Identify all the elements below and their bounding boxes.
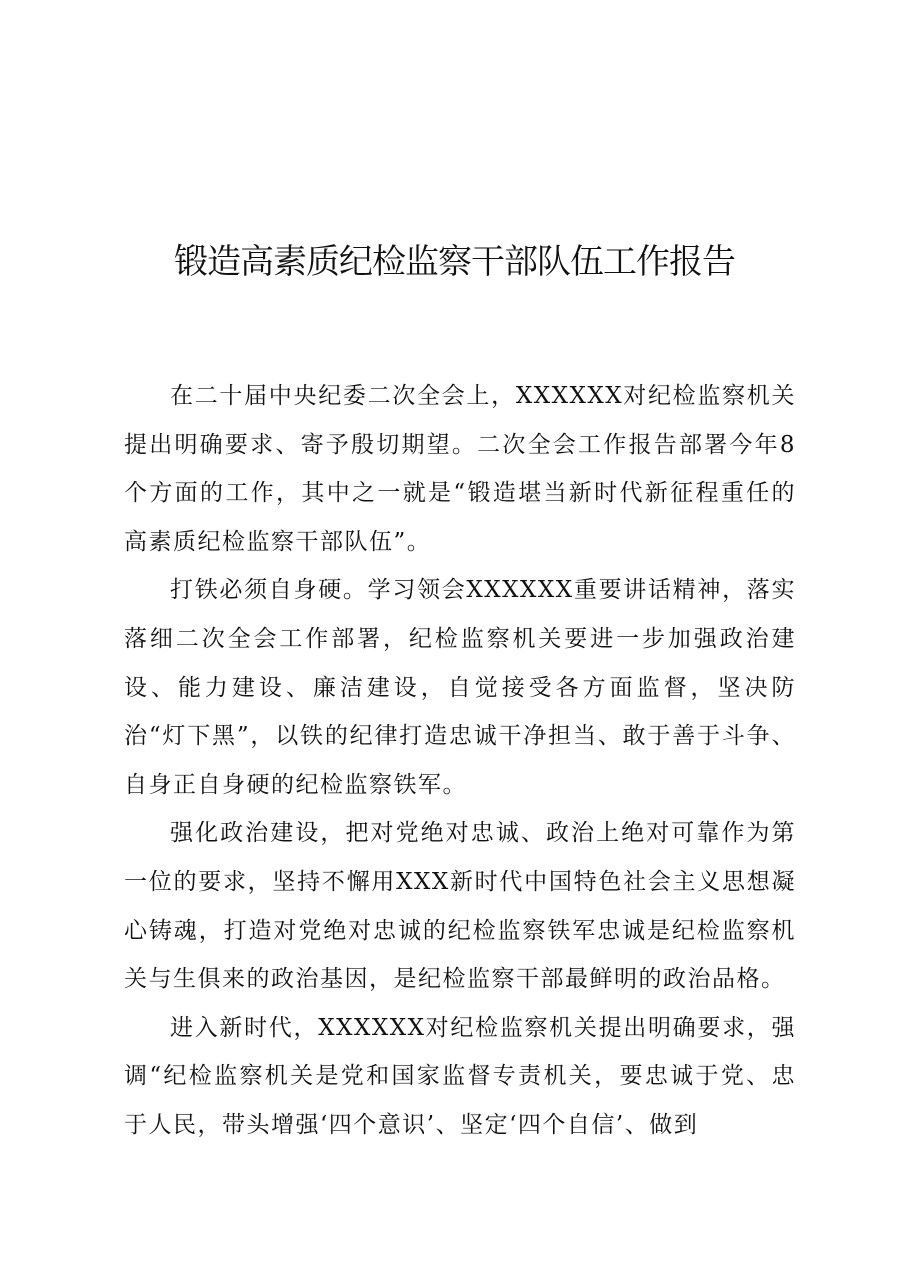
paragraph: 强化政治建设，把对党绝对忠诚、政治上绝对可靠作为第一位的要求，坚持不懈用XXX新时代中国特色社会主义思想凝心铸魂，打造对党绝对忠诚的纪检监察铁军忠诚是纪检监察机关与生俱来的政治基因，是纪检监察干部最鲜明的政治品格。 bbox=[124, 820, 796, 993]
paragraph: 在二十届中央纪委二次全会上，XXXXXX对纪检监察机关提出明确要求、寄予殷切期望。二次全会工作报告部署今年8个方面的工作，其中之一就是“锻造堪当新时代新征程重任的高素质纪检监察干部队伍”。 bbox=[124, 383, 796, 555]
document-title: 锻造高素质纪检监察干部队伍工作报告 bbox=[174, 242, 735, 282]
document-body bbox=[124, 372, 796, 1150]
paragraph: 进入新时代，XXXXXX对纪检监察机关提出明确要求，强调“纪检监察机关是党和国家监督专责机关，要忠诚于党、忠于人民，带头增强‘四个意识’、坚定‘四个自信’、做到 bbox=[124, 1014, 796, 1138]
paragraph: 打铁必须自身硬。学习领会XXXXXX重要讲话精神，落实落细二次全会工作部署，纪检监察机关要进一步加强政治建设、能力建设、廉洁建设，自觉接受各方面监督，坚决防治“灯下黑”，以铁的纪律打造忠诚干净担当、敢于善于斗争、自身正自身硬的纪检监察铁军。 bbox=[124, 577, 796, 798]
